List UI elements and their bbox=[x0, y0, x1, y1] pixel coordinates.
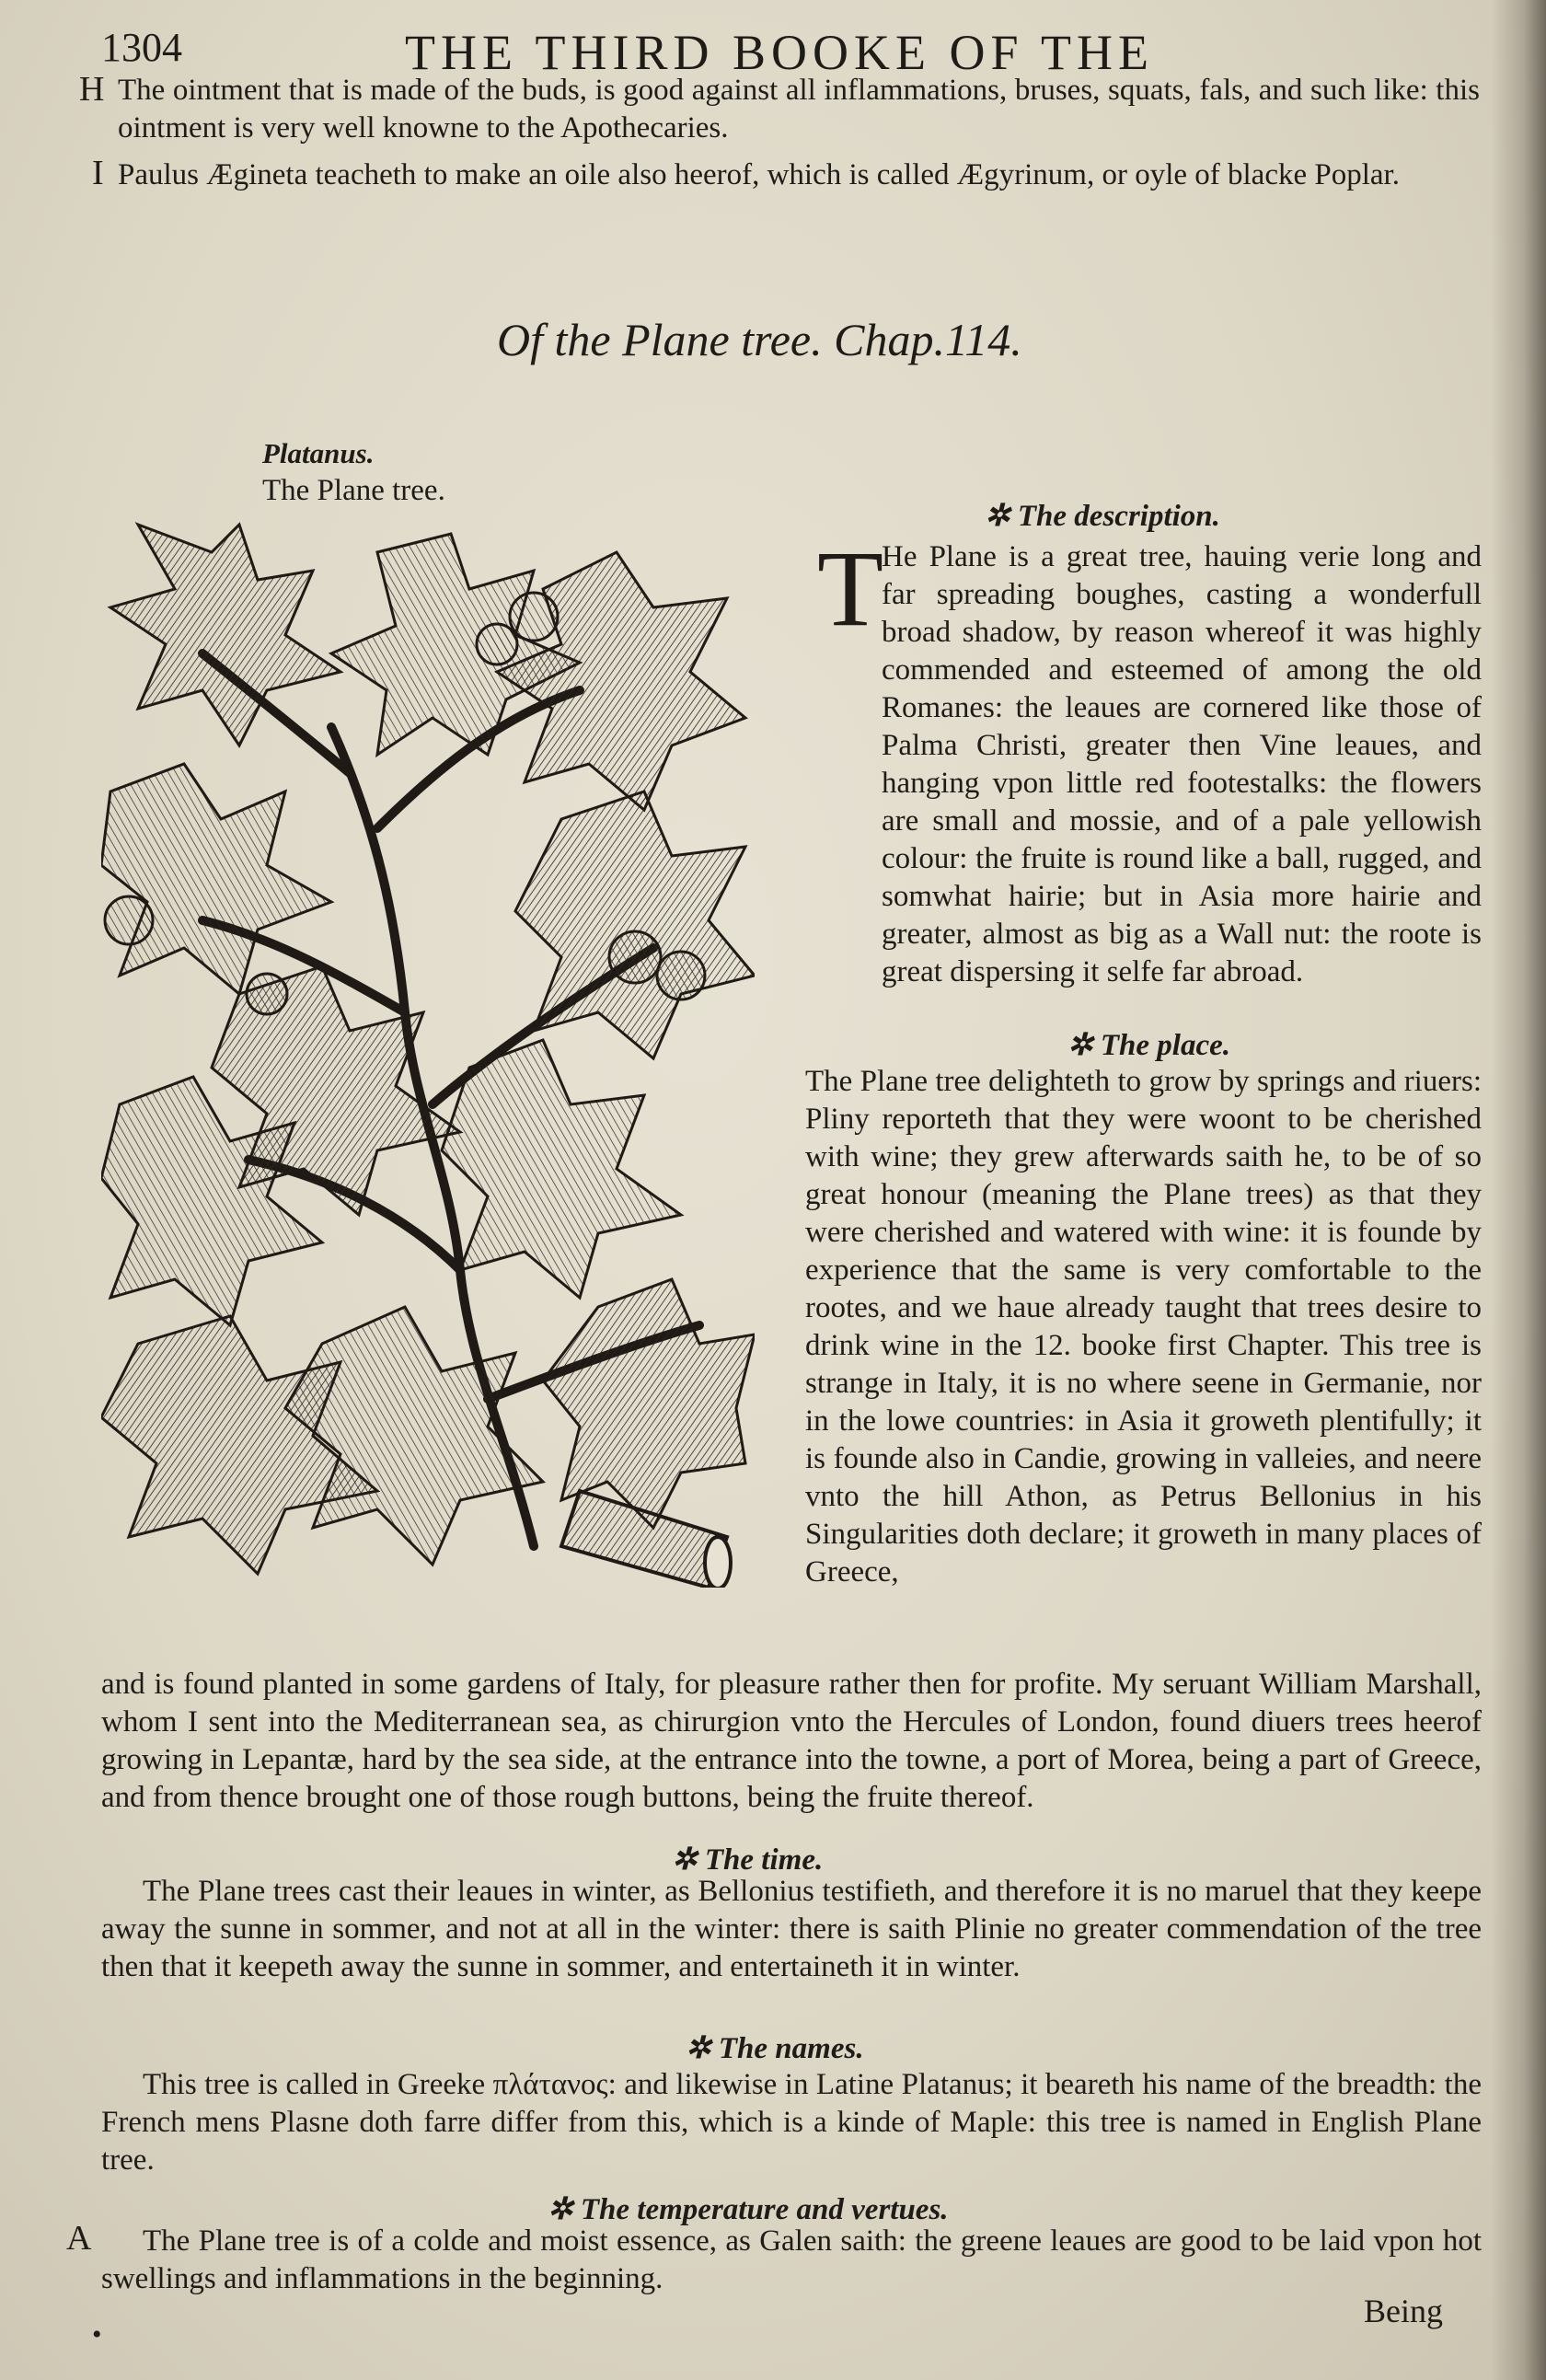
paragraph-names: This tree is called in Greeke πλάτανος: and likewise in Latine Platanus; it beareth his name of the breadth: the French mens Plasne doth farre differ from this, which is a kinde of Maple: this tree is named in English Plane tree. bbox=[101, 2068, 1482, 2177]
signature-mark: • bbox=[92, 2319, 102, 2350]
chapter-title: Of the Plane tree. Chap.114. bbox=[497, 314, 1022, 365]
margin-letter-i: I bbox=[92, 154, 104, 192]
paragraph-place-column: The Plane tree delighteth to grow by springs and riuers: Pliny reporteth that they were woont to be cherished with wine; they grew afterwards saith he, to be of so great honour (meaning the Plane trees) as that they were cherished and watered with wine: it is founde by experience that the same is very comfortable to the rootes, and we haue already taught that trees desire to drink wine in the 12. booke first Chapter. This tree is strange in Italy, it is no where seene in Germanie, nor in the lowe countries: in Asia it groweth plentifully; it is founde also in Candie, growing in valleies, and neere vnto the hill Athon, as Petrus Bellonius in his Singularities doth declare; it groweth in many places of Greece, bbox=[805, 1065, 1482, 1589]
figure-caption-latin: Platanus. bbox=[262, 437, 375, 469]
section-head-temperature: ✲ The temperature and vertues. bbox=[548, 2193, 949, 2226]
margin-letter-a: A bbox=[66, 2219, 92, 2258]
paragraph-time: The Plane trees cast their leaues in winter, as Bellonius testifieth, and therefore it is no maruel that they keepe away the sunne in sommer, and not at all in the winter: there is saith Plinie no greater commendation of the tree then that it keepeth away the sunne in sommer, and entertaineth it in winter. bbox=[101, 1875, 1482, 1983]
paragraph-temperature: The Plane tree is of a colde and moist essence, as Galen saith: the greene leaues are good to be laid vpon hot swellings and inflammations in the beginning. bbox=[101, 2224, 1482, 2295]
section-head-description: ✲ The description. bbox=[985, 500, 1220, 533]
section-head-place: ✲ The place. bbox=[1067, 1029, 1231, 1062]
section-head-time: ✲ The time. bbox=[672, 1843, 824, 1877]
paragraph-oile: Paulus Ægineta teacheth to make an oile also heerof, which is called Ægyrinum, or oyle of blacke Poplar. bbox=[118, 158, 1400, 191]
page-gutter-shadow bbox=[1491, 0, 1546, 2380]
catchword: Being bbox=[1364, 2293, 1443, 2329]
figure-caption-english: The Plane tree. bbox=[262, 474, 445, 507]
plane-tree-woodcut bbox=[101, 515, 755, 1588]
drop-cap: T bbox=[817, 528, 884, 649]
description-text: He Plane is a great tree, hauing verie long and far spreading boughes, casting a wonderfull broad shadow, by reason whereof it was highly commended and esteemed of among the old Romanes: the leaues are cornered like those of Palma Christi, greater then Vine leaues, and hanging vpon little red footestalks: the flowers are small and mossie, and of a pale yellowish colour: the fruite is round like a ball, rugged, and somwhat hairie; but in Asia more hairie and greater, almost as big as a Wall nut: the roote is great dispersing it selfe far abroad. bbox=[882, 540, 1482, 988]
page-number: 1304 bbox=[101, 25, 182, 70]
paragraph-ointment: The ointment that is made of the buds, is good against all inflammations, bruses, squats, fals, and such like: this ointment is very well knowne to the Apothecaries. bbox=[118, 74, 1480, 144]
margin-letter-h: H bbox=[79, 70, 105, 109]
paragraph-description bbox=[882, 538, 1482, 991]
paragraph-place-continued: and is found planted in some gardens of Italy, for pleasure rather then for profite. My seruant William Marshall, whom I sent into the Mediterranean sea, as chirurgion vnto the Hercules of London, found diuers trees heerof growing in Lepantæ, hard by the sea side, at the entrance into the towne, a port of Morea, being a part of Greece, and from thence brought one of those rough buttons, being the fruite thereof. bbox=[101, 1668, 1482, 1814]
section-head-names: ✲ The names. bbox=[686, 2032, 864, 2065]
running-head: THE THIRD BOOKE OF THE bbox=[405, 25, 1154, 80]
